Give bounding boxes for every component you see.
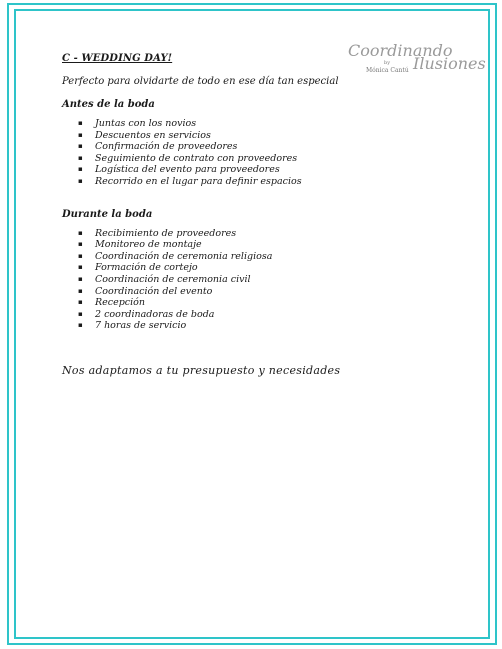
list-item: ▪ Recorrido en el lugar para definir espacios <box>62 176 442 188</box>
logo-text-coordinando: Coordinando <box>348 41 453 60</box>
document-body <box>62 53 442 377</box>
logo-by: by <box>384 60 391 66</box>
list-item: ▪ Coordinación del evento <box>62 286 442 298</box>
list-item: ▪ Monitoreo de montaje <box>62 239 442 251</box>
list-item: ▪ Coordinación de ceremonia civil <box>62 274 442 286</box>
list-item: ▪ Recibimiento de proveedores <box>62 228 442 240</box>
list-item: ▪ Confirmación de proveedores <box>62 141 442 153</box>
logo-author: Mónica Cantú <box>366 67 409 74</box>
closing-text: Nos adaptamos a tu presupuesto y necesidades <box>62 363 341 377</box>
intro-text: Perfecto para olvidarte de todo en ese día tan especial <box>62 76 339 87</box>
list-item: ▪ Seguimiento de contrato con proveedores <box>62 153 442 165</box>
list-item: ▪ Formación de cortejo <box>62 262 442 274</box>
list-item: ▪ Logística del evento para proveedores <box>62 164 442 176</box>
logo-text-ilusiones: Ilusiones <box>413 54 486 73</box>
section-heading-antes: Antes de la boda <box>62 99 155 110</box>
list-item: ▪ Coordinación de ceremonia religiosa <box>62 251 442 263</box>
list-durante <box>62 228 442 332</box>
list-item: ▪ Descuentos en servicios <box>62 130 442 142</box>
spacer <box>62 344 442 352</box>
list-antes <box>62 118 442 188</box>
section-heading-durante: Durante la boda <box>62 208 153 220</box>
list-item: ▪ 2 coordinadoras de boda <box>62 309 442 321</box>
list-item: ▪ 7 horas de servicio <box>62 320 442 332</box>
list-item: ▪ Juntas con los novios <box>62 118 442 130</box>
document-title: C - WEDDING DAY! <box>62 53 173 64</box>
list-item: ▪ Recepción <box>62 297 442 309</box>
